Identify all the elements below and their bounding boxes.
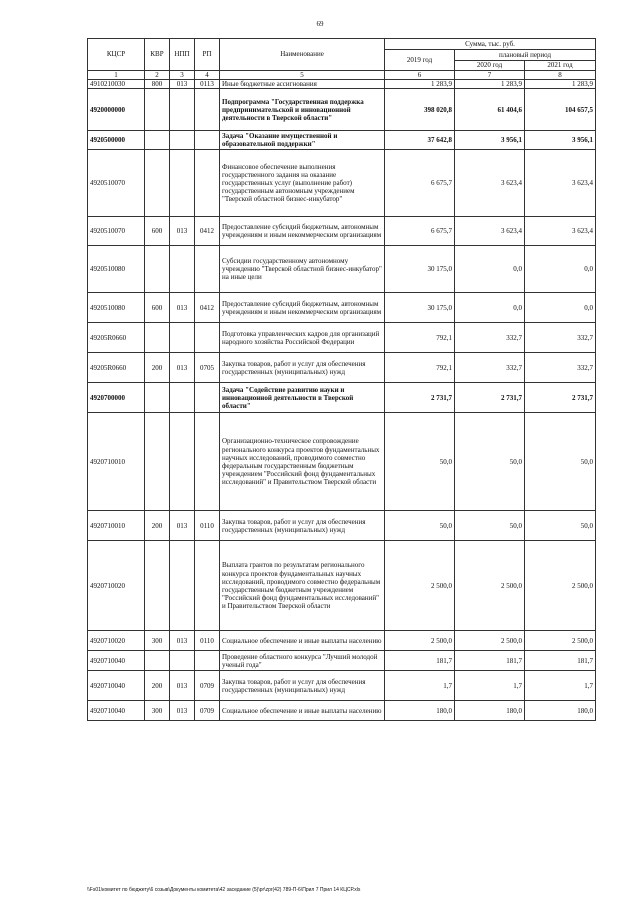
kcsr-cell: 4920710010: [88, 511, 145, 541]
header-npp: НПП: [170, 39, 195, 71]
sum-2020-cell: 2 500,0: [455, 631, 525, 651]
kvr-cell: [145, 383, 170, 413]
budget-table: [87, 38, 596, 721]
kvr-cell: [145, 413, 170, 511]
table-row: [88, 131, 596, 150]
sum-2020-cell: 181,7: [455, 651, 525, 671]
npp-cell: 013: [170, 353, 195, 383]
kvr-cell: [145, 89, 170, 131]
npp-cell: 013: [170, 671, 195, 701]
kcsr-cell: 4920510080: [88, 246, 145, 293]
sum-2021-cell: 332,7: [525, 353, 596, 383]
table-row: [88, 150, 596, 217]
kvr-cell: 800: [145, 80, 170, 89]
kvr-cell: 300: [145, 701, 170, 721]
rp-cell: 0110: [195, 631, 220, 651]
sum-2021-cell: 1,7: [525, 671, 596, 701]
kvr-cell: 300: [145, 631, 170, 651]
table-row: [88, 246, 596, 293]
npp-cell: [170, 323, 195, 353]
name-cell: Выплата грантов по результатам регионального конкурса проектов фундаментальных научных исследований, проводимого совместно федеральным государственным бюджетным учреждением "Российский фонд фундаментальных исследований" и Правительством Тверской области: [220, 541, 385, 631]
rp-cell: [195, 383, 220, 413]
sum-2021-cell: 3 956,1: [525, 131, 596, 150]
name-cell: Социальное обеспечение и иные выплаты населению: [220, 701, 385, 721]
npp-cell: [170, 89, 195, 131]
header-name: Наименование: [220, 39, 385, 71]
column-number-row: [88, 71, 596, 80]
rp-cell: 0412: [195, 293, 220, 323]
name-cell: Закупка товаров, работ и услуг для обеспечения государственных (муниципальных) нужд: [220, 671, 385, 701]
column-number: 2: [145, 71, 170, 80]
npp-cell: [170, 246, 195, 293]
npp-cell: [170, 131, 195, 150]
name-cell: Иные бюджетные ассигнования: [220, 80, 385, 89]
table-row: [88, 413, 596, 511]
header-year-2020: 2020 год: [455, 61, 525, 71]
sum-2021-cell: 50,0: [525, 511, 596, 541]
kvr-cell: [145, 323, 170, 353]
sum-2020-cell: 1,7: [455, 671, 525, 701]
kcsr-cell: 4920510070: [88, 217, 145, 246]
kcsr-cell: 4920710020: [88, 541, 145, 631]
name-cell: Закупка товаров, работ и услуг для обеспечения государственных (муниципальных) нужд: [220, 353, 385, 383]
npp-cell: 013: [170, 80, 195, 89]
kcsr-cell: 4920710010: [88, 413, 145, 511]
table-row: [88, 541, 596, 631]
npp-cell: 013: [170, 631, 195, 651]
kcsr-cell: 4920510070: [88, 150, 145, 217]
kvr-cell: [145, 541, 170, 631]
page-number: 69: [316, 20, 324, 28]
header-rp: РП: [195, 39, 220, 71]
npp-cell: 013: [170, 293, 195, 323]
sum-2019-cell: 50,0: [385, 511, 455, 541]
kcsr-cell: 4920500000: [88, 131, 145, 150]
sum-2019-cell: 180,0: [385, 701, 455, 721]
sum-2021-cell: 1 283,9: [525, 80, 596, 89]
sum-2021-cell: 0,0: [525, 246, 596, 293]
sum-2020-cell: 2 500,0: [455, 541, 525, 631]
table-row: [88, 631, 596, 651]
name-cell: Предоставление субсидий бюджетным, автономным учреждениям и иным некоммерческим организациям: [220, 293, 385, 323]
table-row: [88, 217, 596, 246]
sum-2019-cell: 1 283,9: [385, 80, 455, 89]
rp-cell: 0705: [195, 353, 220, 383]
rp-cell: 0412: [195, 217, 220, 246]
sum-2020-cell: 2 731,7: [455, 383, 525, 413]
table-row: [88, 293, 596, 323]
rp-cell: [195, 246, 220, 293]
sum-2021-cell: 0,0: [525, 293, 596, 323]
file-path-footer: \\Fs01\комитет по бюджету\6 созыв\Документы комитета\42 заседание (5)\pr\zpr(42) 789-П-6\Прил 7 Прил 14 КЦСР.xls: [87, 887, 361, 893]
sum-2021-cell: 180,0: [525, 701, 596, 721]
column-number: 8: [525, 71, 596, 80]
npp-cell: [170, 651, 195, 671]
name-cell: Подготовка управленческих кадров для организаций народного хозяйства Российской Федерации: [220, 323, 385, 353]
name-cell: Субсидии государственному автономному учреждению "Тверской областной бизнес-инкубатор" на иные цели: [220, 246, 385, 293]
sum-2021-cell: 2 500,0: [525, 541, 596, 631]
name-cell: Предоставление субсидий бюджетным, автономным учреждениям и иным некоммерческим организациям: [220, 217, 385, 246]
rp-cell: [195, 323, 220, 353]
kcsr-cell: 4920710040: [88, 671, 145, 701]
kcsr-cell: 4920710040: [88, 651, 145, 671]
kvr-cell: [145, 131, 170, 150]
column-number: 5: [220, 71, 385, 80]
table-row: [88, 353, 596, 383]
table-row: [88, 511, 596, 541]
sum-2021-cell: 2 500,0: [525, 631, 596, 651]
sum-2019-cell: 30 175,0: [385, 246, 455, 293]
rp-cell: [195, 651, 220, 671]
name-cell: Финансовое обеспечение выполнения государственного задания на оказание государственных услуг (выполнение работ) государственным автономным учреждением "Тверской областной бизнес-инкубатор": [220, 150, 385, 217]
name-cell: Организационно-техническое сопровождение регионального конкурса проектов фундаментальных научных исследований, проводимого совместно федеральным государственным бюджетным учреждением "Российский фонд фундаментальных исследований" и Правительством Тверской области: [220, 413, 385, 511]
sum-2020-cell: 332,7: [455, 353, 525, 383]
sum-2019-cell: 6 675,7: [385, 217, 455, 246]
sum-2021-cell: 3 623,4: [525, 217, 596, 246]
npp-cell: 013: [170, 511, 195, 541]
npp-cell: [170, 541, 195, 631]
sum-2019-cell: 2 500,0: [385, 541, 455, 631]
sum-2021-cell: 104 657,5: [525, 89, 596, 131]
header-year-2019: 2019 год: [385, 50, 455, 71]
kcsr-cell: 4920700000: [88, 383, 145, 413]
kcsr-cell: 4920710040: [88, 701, 145, 721]
sum-2020-cell: 3 623,4: [455, 217, 525, 246]
kvr-cell: [145, 246, 170, 293]
npp-cell: 013: [170, 701, 195, 721]
kvr-cell: 200: [145, 511, 170, 541]
kvr-cell: 200: [145, 671, 170, 701]
sum-2020-cell: 61 404,6: [455, 89, 525, 131]
table-row: [88, 89, 596, 131]
rp-cell: [195, 89, 220, 131]
header-year-2021: 2021 год: [525, 61, 596, 71]
column-number: 4: [195, 71, 220, 80]
sum-2019-cell: 1,7: [385, 671, 455, 701]
rp-cell: [195, 131, 220, 150]
sum-2019-cell: 792,1: [385, 353, 455, 383]
sum-2021-cell: 3 623,4: [525, 150, 596, 217]
rp-cell: [195, 413, 220, 511]
sum-2021-cell: 181,7: [525, 651, 596, 671]
sum-2019-cell: 2 731,7: [385, 383, 455, 413]
column-number: 1: [88, 71, 145, 80]
table-row: [88, 323, 596, 353]
sum-2020-cell: 0,0: [455, 293, 525, 323]
kcsr-cell: 4920710020: [88, 631, 145, 651]
column-number: 6: [385, 71, 455, 80]
sum-2019-cell: 50,0: [385, 413, 455, 511]
kcsr-cell: 49205R0660: [88, 323, 145, 353]
rp-cell: 0709: [195, 701, 220, 721]
table-row: [88, 80, 596, 89]
name-cell: Социальное обеспечение и иные выплаты населению: [220, 631, 385, 651]
sum-2019-cell: 181,7: [385, 651, 455, 671]
sum-2019-cell: 398 020,8: [385, 89, 455, 131]
name-cell: Задача "Содействие развитию науки и инновационной деятельности в Тверской области": [220, 383, 385, 413]
kcsr-cell: 4920000000: [88, 89, 145, 131]
sum-2020-cell: 3 623,4: [455, 150, 525, 217]
sum-2020-cell: 0,0: [455, 246, 525, 293]
npp-cell: [170, 383, 195, 413]
table-row: [88, 671, 596, 701]
sum-2019-cell: 37 642,8: [385, 131, 455, 150]
kvr-cell: [145, 150, 170, 217]
npp-cell: [170, 413, 195, 511]
rp-cell: 0110: [195, 511, 220, 541]
kvr-cell: 600: [145, 293, 170, 323]
table-row: [88, 701, 596, 721]
sum-2020-cell: 1 283,9: [455, 80, 525, 89]
rp-cell: [195, 541, 220, 631]
sum-2019-cell: 30 175,0: [385, 293, 455, 323]
sum-2021-cell: 50,0: [525, 413, 596, 511]
sum-2021-cell: 2 731,7: [525, 383, 596, 413]
header-sum: Сумма, тыс. руб.: [385, 39, 596, 50]
column-number: 3: [170, 71, 195, 80]
name-cell: Проведение областного конкурса "Лучший молодой ученый года": [220, 651, 385, 671]
sum-2020-cell: 50,0: [455, 511, 525, 541]
name-cell: Подпрограмма "Государственная поддержка предпринимательской и инновационной деятельности в Тверской области": [220, 89, 385, 131]
header-kcsr: КЦСР: [88, 39, 145, 71]
kvr-cell: 600: [145, 217, 170, 246]
rp-cell: 0113: [195, 80, 220, 89]
header-planning-period: плановый период: [455, 50, 596, 61]
kvr-cell: [145, 651, 170, 671]
rp-cell: 0709: [195, 671, 220, 701]
sum-2020-cell: 3 956,1: [455, 131, 525, 150]
sum-2019-cell: 2 500,0: [385, 631, 455, 651]
npp-cell: [170, 150, 195, 217]
table-row: [88, 651, 596, 671]
column-number: 7: [455, 71, 525, 80]
kcsr-cell: 49205R0660: [88, 353, 145, 383]
name-cell: Задача "Оказание имущественной и образовательной поддержки": [220, 131, 385, 150]
npp-cell: 013: [170, 217, 195, 246]
name-cell: Закупка товаров, работ и услуг для обеспечения государственных (муниципальных) нужд: [220, 511, 385, 541]
sum-2020-cell: 50,0: [455, 413, 525, 511]
rp-cell: [195, 150, 220, 217]
sum-2020-cell: 332,7: [455, 323, 525, 353]
kcsr-cell: 4920510080: [88, 293, 145, 323]
sum-2020-cell: 180,0: [455, 701, 525, 721]
sum-2019-cell: 792,1: [385, 323, 455, 353]
sum-2021-cell: 332,7: [525, 323, 596, 353]
kcsr-cell: 4910210030: [88, 80, 145, 89]
header-kvr: КВР: [145, 39, 170, 71]
kvr-cell: 200: [145, 353, 170, 383]
sum-2019-cell: 6 675,7: [385, 150, 455, 217]
table-row: [88, 383, 596, 413]
